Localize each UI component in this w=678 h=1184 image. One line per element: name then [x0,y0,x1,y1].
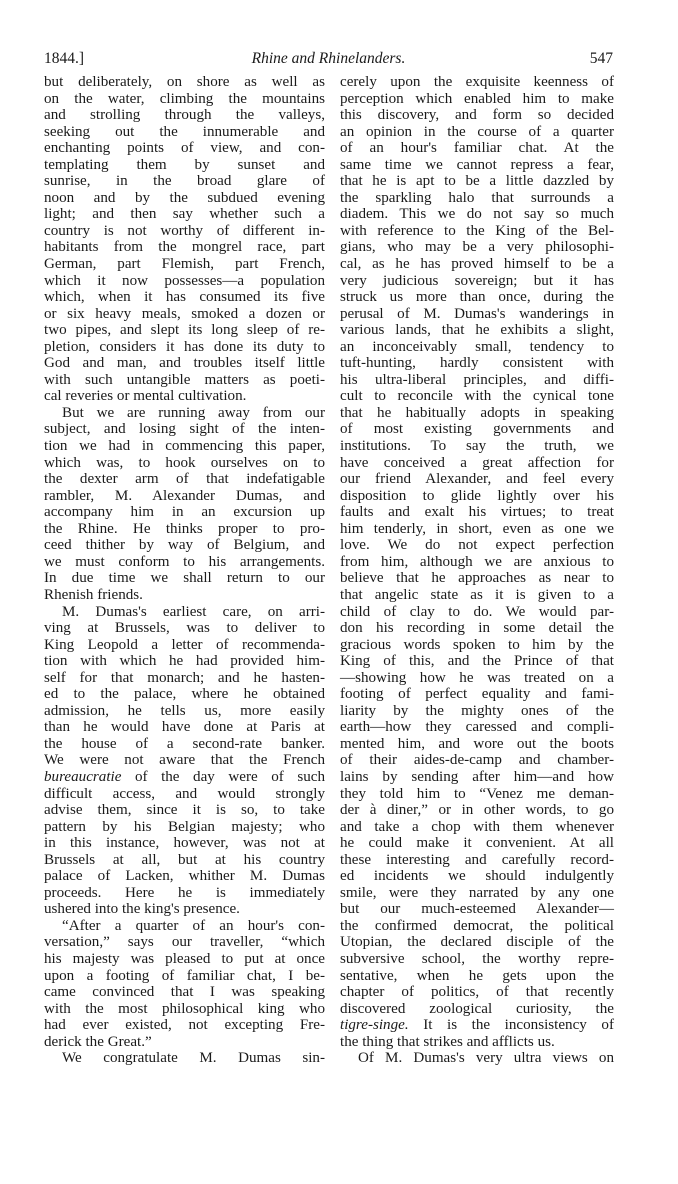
text-line: his ultra-liberal principles, and diffi- [340,371,614,388]
text-line: sentative, when he gets upon the [340,967,614,984]
left-column [44,74,325,1067]
text-line: and strolling through the valleys, [44,107,325,124]
text-line: We were not aware that the French [44,752,325,769]
text-line: subject, and losing sight of the inten- [44,421,325,438]
text-line: lains by sending after him—and how [340,768,614,785]
text-line: but deliberately, on shore as well as [44,74,325,90]
text-line: an inconceivably small, tendency to [340,338,614,355]
text-line: in this instance, however, was not at [44,835,325,852]
text-line: seeking out the innumerable and [44,123,325,140]
text-line: the sparkling halo that surrounds a [340,189,614,206]
text-line: self for that monarch; and he hasten- [44,669,325,686]
text-line: but our much-esteemed Alexander— [340,901,614,918]
text-line: on the water, climbing the mountains [44,90,325,107]
text-line: accompany him in an excursion up [44,504,325,521]
text-line: diadem. This we do not say so much [340,206,614,223]
text-line: came convinced that I was speaking [44,984,325,1001]
text-line: enchanting points of view, and con- [44,140,325,157]
text-line: our friend Alexander, and feel every [340,471,614,488]
text-line: we must conform to his arrangements. [44,553,325,570]
text-line: than he would have done at Paris at [44,719,325,736]
text-line: cult to reconcile with the cynical tone [340,388,614,405]
text-line: rambler, M. Alexander Dumas, and [44,487,325,504]
text-line: don his recording in some detail the [340,620,614,637]
page-number: 547 [589,50,613,67]
text-line: two pipes, and slept its long sleep of re- [44,322,325,339]
text-line: of an hour's familiar chat. At the [340,140,614,157]
text-line: cerely upon the exquisite keenness of [340,74,614,90]
text-line: the house of a second-rate banker. [44,735,325,752]
text-line: perusal of M. Dumas's wanderings in [340,305,614,322]
text-line: sunrise, in the broad glare of [44,173,325,190]
text-line: perception which enabled him to make [340,90,614,107]
text-line: institutions. To say the truth, we [340,438,614,455]
text-line: ed to the palace, where he obtained [44,686,325,703]
text-line: light; and then say whether such a [44,206,325,223]
text-line: liarity by the mighty ones of the [340,702,614,719]
text-line: had ever existed, not excepting Fre- [44,1017,325,1034]
text-line: that he habitually adopts in speaking [340,404,614,421]
text-line: which was, to hook ourselves on to [44,454,325,471]
text-line: upon a footing of familiar chat, I be- [44,967,325,984]
text-line: same time we cannot repress a fear, [340,156,614,173]
text-line: very judicious sovereign; but it has [340,272,614,289]
text-line: gians, who may be a very philosophi- [340,239,614,256]
text-line: he could make it convenient. At all [340,835,614,852]
text-line: advise them, since it is so, to take [44,802,325,819]
text-line: and take a chop with them whenever [340,818,614,835]
text-line: —showing how he was treated on a [340,669,614,686]
running-title: Rhine and Rhinelanders. [251,50,406,67]
text-line: smile, were they narrated by any one [340,884,614,901]
text-line: which it now possesses—a population [44,272,325,289]
text-line: King Leopold a letter of recommenda- [44,636,325,653]
italic-term: bureaucratie [44,768,122,785]
text-line: admission, he tells us, more easily [44,702,325,719]
text-line: tuft-hunting, hardly consistent with [340,355,614,372]
text-line: footing of perfect equality and fami- [340,686,614,703]
text-line: faults and exalt his virtues; to treat [340,504,614,521]
text-line: that angelic state as it is given to a [340,586,614,603]
text-line: or six heavy meals, smoked a dozen or [44,305,325,322]
text-line: with the most philosophical king who [44,1000,325,1017]
text-line: pattern by his Belgian majesty; who [44,818,325,835]
text-line: which, when it has consumed its five [44,289,325,306]
text-line: pletion, considers it has done its duty to [44,338,325,355]
text-line: King of this, and the Prince of that [340,653,614,670]
text-line: these interesting and carefully record- [340,851,614,868]
header-year: 1844.] [44,50,85,67]
text-line: struck us more than once, during the [340,289,614,306]
text-line: Brussels at all, but at his country [44,851,325,868]
text-line: mented him, and wore out the boots [340,735,614,752]
text-line: subversive school, the worthy repre- [340,950,614,967]
text-line: In due time we shall return to our [44,570,325,587]
text-line: with reference to the King of the Bel- [340,222,614,239]
text-line: have conceived a great affection for [340,454,614,471]
text-line: this discovery, and form so decided [340,107,614,124]
text-line: German, part Flemish, part French, [44,256,325,273]
text-line: chapter of politics, of that recently [340,984,614,1001]
italic-term: tigre-singe. [340,1017,409,1034]
text-line: child of clay to do. We would par- [340,603,614,620]
text-line: M. Dumas's earliest care, on arri- [62,603,325,620]
text-line: templating them by sunset and [44,156,325,173]
text-line: the confirmed democrat, the political [340,917,614,934]
text-line: palace of Lacken, whither M. Dumas [44,868,325,885]
text-line: the dexter arm of that indefatigable [44,471,325,488]
text-line: discovered zoological curiosity, the [340,1000,614,1017]
text-line: “After a quarter of an hour's con- [62,917,325,934]
text-line: cal, as he has proved himself to be a [340,256,614,273]
text-line: with such untangible matters as poeti- [44,371,325,388]
text-line: believe that he approaches as near to [340,570,614,587]
text-line: earth—how they caressed and compli- [340,719,614,736]
text-line: they told him to “Venez me deman- [340,785,614,802]
text-line: Of M. Dumas's very ultra views on [358,1050,614,1067]
text-line: But we are running away from our [62,404,325,421]
text-line: of their aides-de-camp and chamber- [340,752,614,769]
text-line: derick the Great.” [44,1033,152,1050]
text-line: Rhenish friends. [44,586,143,603]
text-line: from him, although we are anxious to [340,553,614,570]
text-line: habitants from the mongrel race, part [44,239,325,256]
text-line: the Rhine. He thinks proper to pro- [44,520,325,537]
text-run: of the day were of such [121,768,325,785]
text-line: his majesty was pleased to put at once [44,950,325,967]
running-header [44,50,613,70]
text-line: noon and by the subdued evening [44,189,325,206]
text-line: of most existing governments and [340,421,614,438]
text-line: ed incidents we should indulgently [340,868,614,885]
text-line: country is not worthy of different in- [44,222,325,239]
text-line: We congratulate M. Dumas sin- [62,1050,325,1067]
text-line: cal reveries or mental cultivation. [44,388,247,405]
text-line [44,769,325,786]
text-line: proceeds. Here he is immediately [44,884,325,901]
text-line: various lands, that he exhibits a slight, [340,322,614,339]
right-column [340,74,614,1067]
text-run: It is the inconsistency of [408,1017,614,1034]
text-line: Utopian, the declared disciple of the [340,934,614,951]
text-line [340,1017,614,1034]
text-line: tion we had in commencing this paper, [44,438,325,455]
text-line: der à diner,” or in other words, to go [340,802,614,819]
text-line: ving at Brussels, was to deliver to [44,620,325,637]
text-line: ceed thither by way of Belgium, and [44,537,325,554]
text-line: love. We do not expect perfection [340,537,614,554]
text-line: versation,” says our traveller, “which [44,934,325,951]
text-line: God and man, and troubles itself little [44,355,325,372]
text-line: disposition to glide lightly over his [340,487,614,504]
text-line: tion with which he had provided him- [44,653,325,670]
text-line: the thing that strikes and afflicts us. [340,1033,555,1050]
text-line: difficult access, and would strongly [44,785,325,802]
text-line: gracious words spoken to him by the [340,636,614,653]
text-line: him tenderly, in short, even as one we [340,520,614,537]
text-line: an opinion in the course of a quarter [340,123,614,140]
text-line: that he is apt to be a little dazzled by [340,173,614,190]
text-line: ushered into the king's presence. [44,901,240,918]
